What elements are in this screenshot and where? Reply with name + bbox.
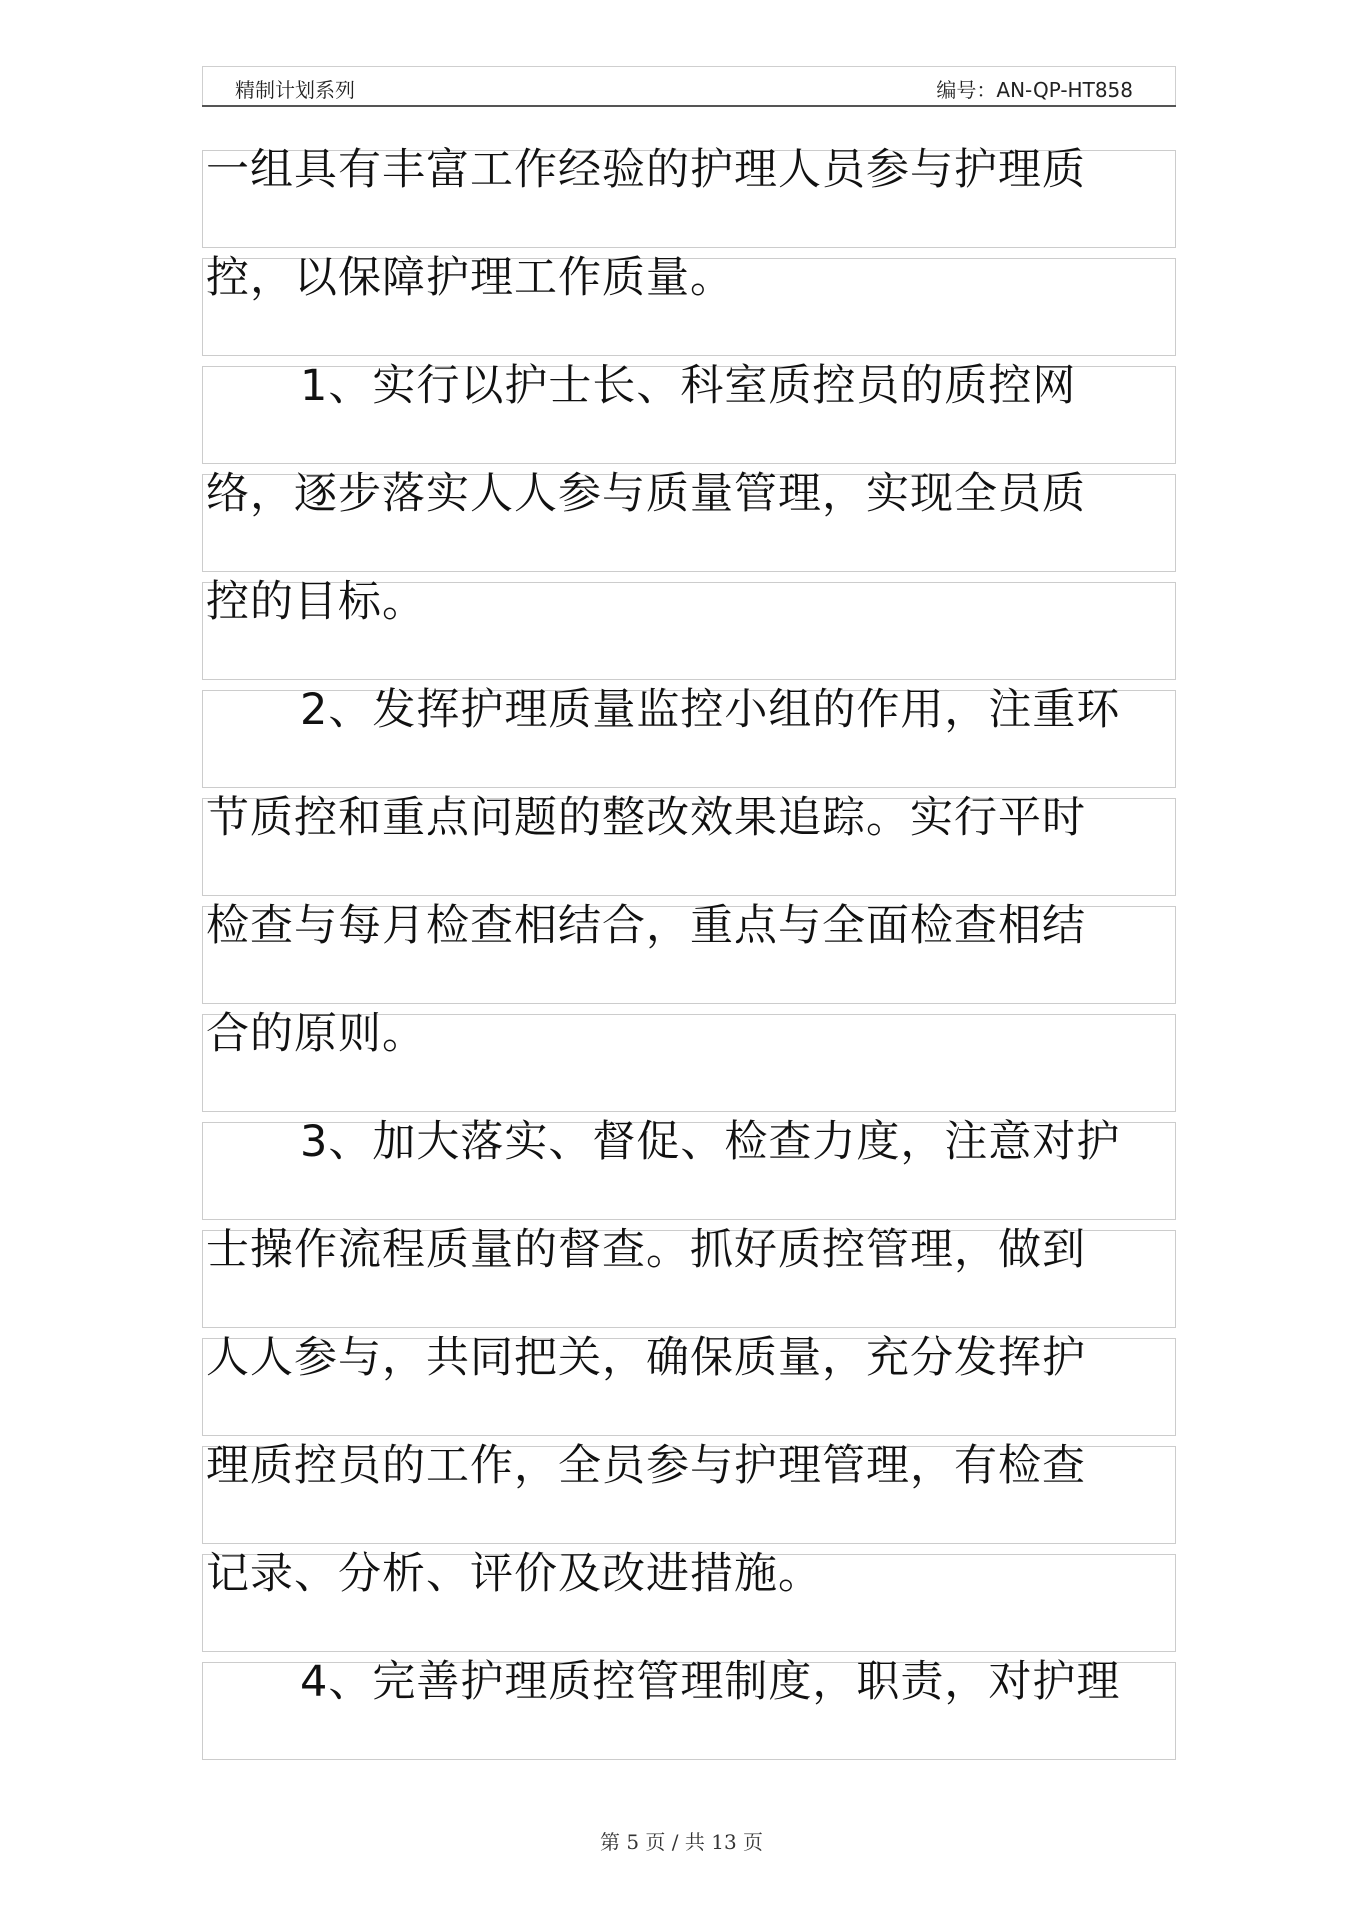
page-header: [202, 66, 1176, 106]
body-text-line: 3、加大落实、督促、检查力度，注意对护: [300, 1117, 1121, 1167]
page-number-footer: 第 5 页 / 共 13 页: [599, 1830, 764, 1854]
body-text-line: 控的目标。: [206, 577, 426, 627]
body-text-line: 2、发挥护理质量监控小组的作用，注重环: [300, 685, 1121, 735]
body-text-line: 士操作流程质量的督查。抓好质控管理，做到: [206, 1225, 1086, 1275]
body-text-line: 人人参与，共同把关，确保质量，充分发挥护: [206, 1333, 1086, 1383]
body-text-line: 4、完善护理质控管理制度，职责，对护理: [300, 1657, 1121, 1707]
body-text-line: 控，以保障护理工作质量。: [206, 253, 734, 303]
header-series-title: 精制计划系列: [235, 78, 355, 102]
body-text-line: 理质控员的工作，全员参与护理管理，有检查: [206, 1441, 1086, 1491]
body-text-line: 络，逐步落实人人参与质量管理，实现全员质: [206, 469, 1086, 519]
body-text-line: 节质控和重点问题的整改效果追踪。实行平时: [206, 793, 1086, 843]
body-text-line: 合的原则。: [206, 1009, 426, 1059]
header-doc-number: 编号：AN-QP-HT858: [936, 78, 1133, 102]
body-text-line: 检查与每月检查相结合，重点与全面检查相结: [206, 901, 1086, 951]
body-text-line: 记录、分析、评价及改进措施。: [206, 1549, 822, 1599]
body-text-line: 1、实行以护士长、科室质控员的质控网: [300, 361, 1077, 411]
header-divider: [202, 105, 1176, 107]
body-text-line: 一组具有丰富工作经验的护理人员参与护理质: [206, 145, 1086, 195]
